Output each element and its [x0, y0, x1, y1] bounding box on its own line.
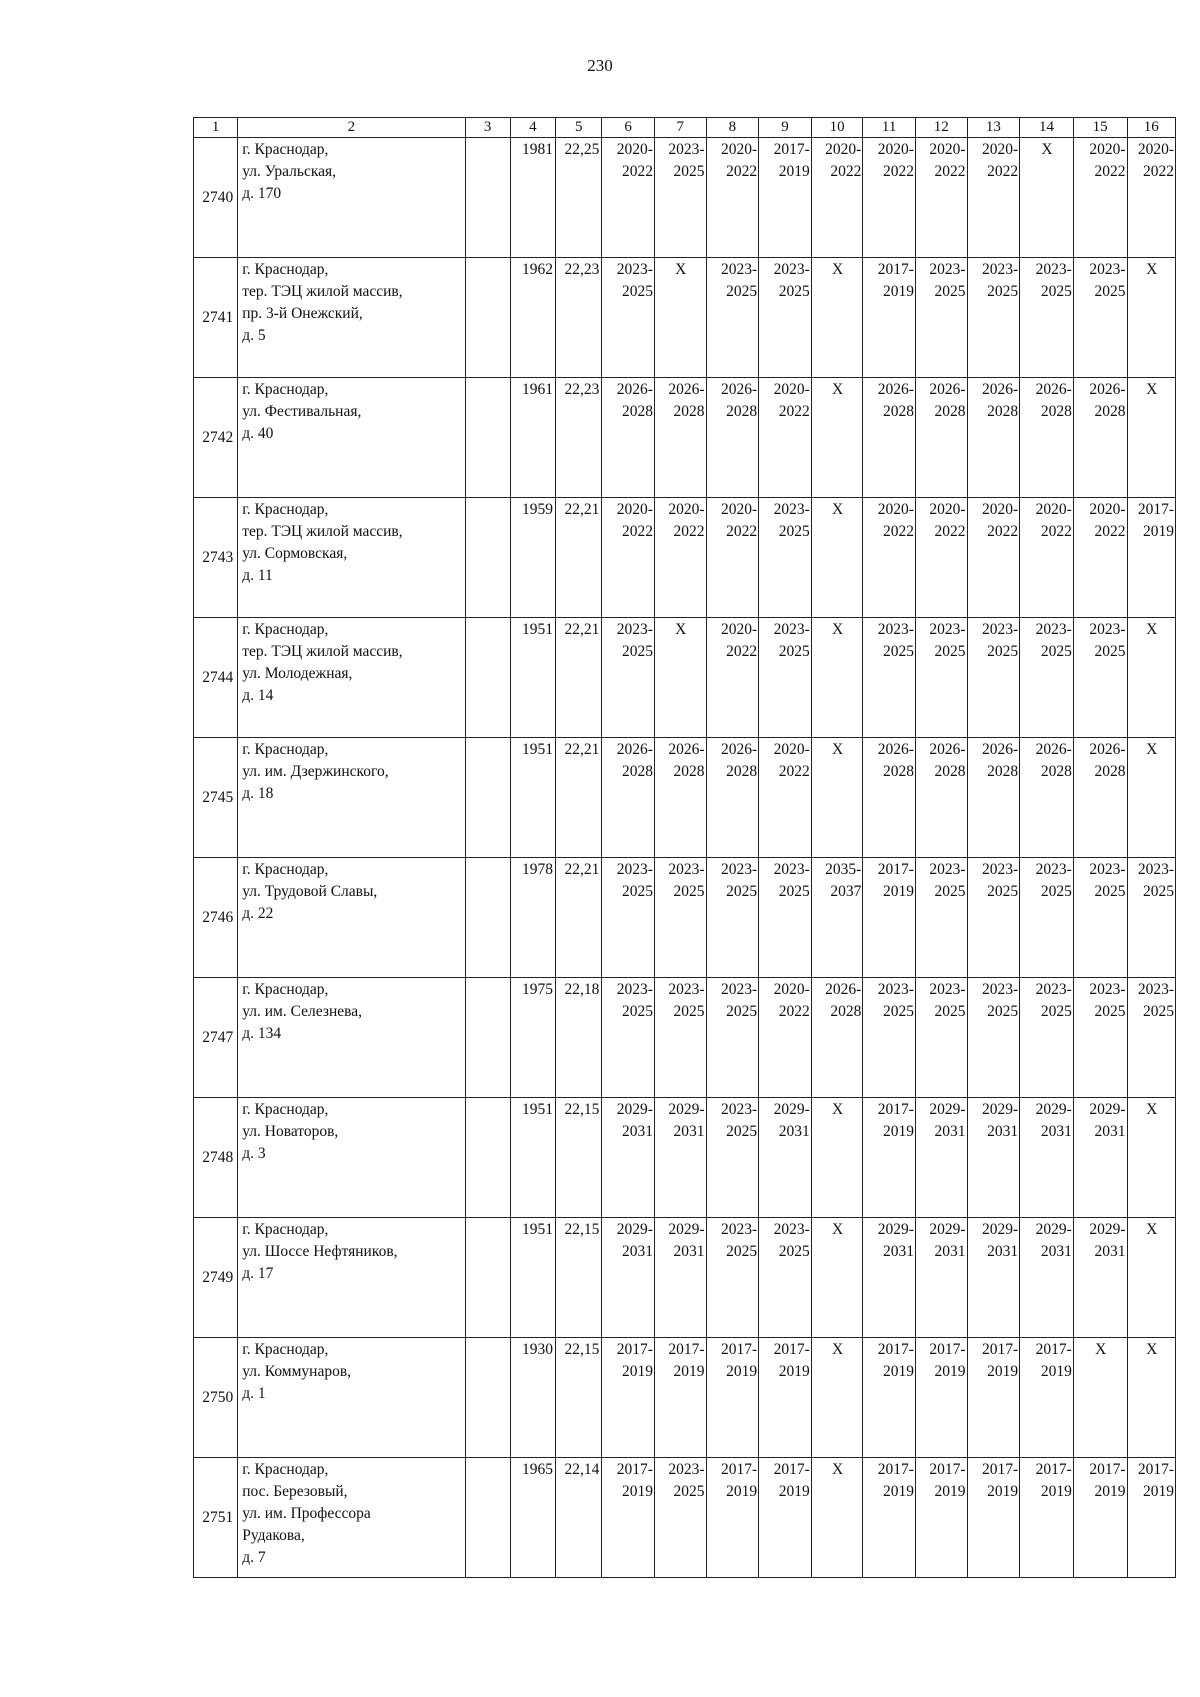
period-cell: 2020- 2022 [863, 138, 916, 258]
period-cell: 2023- 2025 [759, 618, 812, 738]
address-cell [238, 1458, 465, 1578]
row-number: 2742 [194, 378, 238, 498]
row-number: 2745 [194, 738, 238, 858]
address-line: ул. Уральская, [242, 163, 336, 180]
period-cell: X [811, 618, 863, 738]
period-cell: 2023- 2025 [863, 618, 916, 738]
address-line: ул. Сормовская, [242, 545, 348, 562]
period-cell: 2017- 2019 [759, 138, 812, 258]
period-cell: 2020- 2022 [706, 498, 759, 618]
page-number: 230 [587, 56, 613, 75]
period-cell: X [811, 258, 863, 378]
period-cell: 2017- 2019 [863, 858, 916, 978]
period-cell: 2020- 2022 [654, 498, 706, 618]
address-line: д. 11 [242, 567, 273, 584]
column-header: 12 [915, 118, 967, 138]
address-cell [238, 1338, 465, 1458]
period-cell: 2023- 2025 [1073, 978, 1127, 1098]
address-line: д. 18 [242, 785, 274, 802]
row-number: 2751 [194, 1458, 238, 1578]
column-header: 6 [602, 118, 655, 138]
address-line: г. Краснодар, [242, 1341, 329, 1358]
row-number: 2741 [194, 258, 238, 378]
address-line: г. Краснодар, [242, 501, 329, 518]
period-cell: 2026- 2028 [1020, 378, 1074, 498]
period-cell: 2017- 2019 [1020, 1458, 1074, 1578]
column-header: 5 [556, 118, 602, 138]
column-3-cell [465, 858, 510, 978]
value-cell: 22,18 [556, 978, 602, 1098]
period-cell: X [811, 1338, 863, 1458]
column-header: 11 [863, 118, 916, 138]
column-header: 3 [465, 118, 510, 138]
period-cell: 2020- 2022 [967, 498, 1020, 618]
address-line: д. 5 [242, 327, 266, 344]
period-cell: 2023- 2025 [706, 1218, 759, 1338]
address-cell [238, 378, 465, 498]
period-cell: 2020- 2022 [863, 498, 916, 618]
address-cell [238, 1098, 465, 1218]
period-cell: 2020- 2022 [706, 138, 759, 258]
period-cell: 2029- 2031 [1020, 1218, 1074, 1338]
column-3-cell [465, 138, 510, 258]
row-number: 2740 [194, 138, 238, 258]
address-cell [238, 1218, 465, 1338]
period-cell: X [811, 738, 863, 858]
value-cell: 22,15 [556, 1098, 602, 1218]
period-cell: 2023- 2025 [1020, 858, 1074, 978]
period-cell: 2029- 2031 [602, 1218, 655, 1338]
period-cell: 2017- 2019 [863, 1338, 916, 1458]
address-line: г. Краснодар, [242, 261, 329, 278]
period-cell: 2023- 2025 [863, 978, 916, 1098]
column-3-cell [465, 738, 510, 858]
period-cell: 2017- 2019 [602, 1458, 655, 1578]
address-line: тер. ТЭЦ жилой массив, [242, 523, 403, 540]
address-line: пос. Березовый, [242, 1483, 348, 1500]
period-cell: 2023- 2025 [759, 258, 812, 378]
year-cell: 1961 [510, 378, 555, 498]
year-cell: 1978 [510, 858, 555, 978]
address-line: г. Краснодар, [242, 1221, 329, 1238]
row-number: 2750 [194, 1338, 238, 1458]
table-row [194, 1458, 1176, 1578]
address-line: д. 40 [242, 425, 274, 442]
year-cell: 1930 [510, 1338, 555, 1458]
period-cell: 2020- 2022 [1020, 498, 1074, 618]
address-line: г. Краснодар, [242, 741, 329, 758]
address-line: пр. 3-й Онежский, [242, 305, 363, 322]
period-cell: 2023- 2025 [602, 258, 655, 378]
period-cell: 2026- 2028 [1020, 738, 1074, 858]
period-cell: 2023- 2025 [1127, 858, 1176, 978]
period-cell: 2017- 2019 [602, 1338, 655, 1458]
period-cell: 2023- 2025 [654, 858, 706, 978]
table-row [194, 978, 1176, 1098]
period-cell: X [1073, 1338, 1127, 1458]
table-body [194, 138, 1176, 1578]
column-header: 13 [967, 118, 1020, 138]
row-number: 2748 [194, 1098, 238, 1218]
period-cell: 2017- 2019 [1127, 1458, 1176, 1578]
period-cell: X [1127, 738, 1176, 858]
address-line: ул. им. Селезнева, [242, 1003, 362, 1020]
period-cell: 2023- 2025 [915, 858, 967, 978]
period-cell: 2023- 2025 [1073, 858, 1127, 978]
period-cell: 2023- 2025 [1020, 618, 1074, 738]
column-3-cell [465, 1338, 510, 1458]
address-line: д. 17 [242, 1265, 274, 1282]
table-row [194, 378, 1176, 498]
address-line: г. Краснодар, [242, 381, 329, 398]
period-cell: 2023- 2025 [706, 258, 759, 378]
row-number: 2743 [194, 498, 238, 618]
period-cell: X [1020, 138, 1074, 258]
table-row [194, 858, 1176, 978]
column-3-cell [465, 498, 510, 618]
period-cell: 2020- 2022 [811, 138, 863, 258]
address-cell [238, 738, 465, 858]
address-line: ул. им. Дзержинского, [242, 763, 389, 780]
period-cell: 2026- 2028 [967, 738, 1020, 858]
year-cell: 1951 [510, 1098, 555, 1218]
address-line: г. Краснодар, [242, 1101, 329, 1118]
year-cell: 1981 [510, 138, 555, 258]
column-header: 1 [194, 118, 238, 138]
value-cell: 22,15 [556, 1218, 602, 1338]
column-header: 10 [811, 118, 863, 138]
value-cell: 22,21 [556, 738, 602, 858]
column-header: 15 [1073, 118, 1127, 138]
table-row [194, 498, 1176, 618]
period-cell: 2023- 2025 [602, 618, 655, 738]
period-cell: 2023- 2025 [759, 1218, 812, 1338]
value-cell: 22,23 [556, 378, 602, 498]
row-number: 2747 [194, 978, 238, 1098]
column-header: 4 [510, 118, 555, 138]
period-cell: 2017- 2019 [863, 1458, 916, 1578]
period-cell: 2029- 2031 [863, 1218, 916, 1338]
address-line: ул. им. Профессора [242, 1505, 371, 1522]
year-cell: 1951 [510, 738, 555, 858]
period-cell: 2023- 2025 [1020, 258, 1074, 378]
period-cell: 2017- 2019 [863, 1098, 916, 1218]
column-header: 14 [1020, 118, 1074, 138]
period-cell: 2020- 2022 [759, 978, 812, 1098]
value-cell: 22,15 [556, 1338, 602, 1458]
address-line: д. 22 [242, 905, 274, 922]
address-line: г. Краснодар, [242, 861, 329, 878]
row-number: 2749 [194, 1218, 238, 1338]
table-row [194, 1098, 1176, 1218]
year-cell: 1951 [510, 618, 555, 738]
period-cell: X [811, 378, 863, 498]
period-cell: 2020- 2022 [1073, 498, 1127, 618]
year-cell: 1975 [510, 978, 555, 1098]
address-cell [238, 858, 465, 978]
table-row [194, 258, 1176, 378]
period-cell: X [1127, 1098, 1176, 1218]
period-cell: 2029- 2031 [654, 1098, 706, 1218]
period-cell: 2026- 2028 [811, 978, 863, 1098]
address-line: д. 7 [242, 1549, 266, 1566]
period-cell: 2023- 2025 [915, 978, 967, 1098]
period-cell: 2026- 2028 [1073, 738, 1127, 858]
address-line: ул. Шоссе Нефтяников, [242, 1243, 398, 1260]
period-cell: 2023- 2025 [915, 618, 967, 738]
period-cell: 2023- 2025 [967, 858, 1020, 978]
period-cell: 2026- 2028 [654, 738, 706, 858]
period-cell: X [1127, 1338, 1176, 1458]
period-cell: 2023- 2025 [967, 618, 1020, 738]
address-cell [238, 138, 465, 258]
table-row [194, 1338, 1176, 1458]
table-row [194, 138, 1176, 258]
period-cell: 2023- 2025 [1073, 618, 1127, 738]
column-header: 7 [654, 118, 706, 138]
period-cell: 2017- 2019 [915, 1338, 967, 1458]
period-cell: 2017- 2019 [759, 1338, 812, 1458]
year-cell: 1959 [510, 498, 555, 618]
value-cell: 22,14 [556, 1458, 602, 1578]
period-cell: X [1127, 1218, 1176, 1338]
period-cell: 2029- 2031 [1020, 1098, 1074, 1218]
period-cell: 2023- 2025 [915, 258, 967, 378]
column-3-cell [465, 1098, 510, 1218]
column-3-cell [465, 978, 510, 1098]
column-header: 9 [759, 118, 812, 138]
period-cell: 2029- 2031 [602, 1098, 655, 1218]
period-cell: 2023- 2025 [654, 138, 706, 258]
address-line: ул. Трудовой Славы, [242, 883, 378, 900]
period-cell: 2026- 2028 [602, 378, 655, 498]
year-cell: 1965 [510, 1458, 555, 1578]
address-line: г. Краснодар, [242, 1461, 329, 1478]
table-row [194, 738, 1176, 858]
period-cell: 2023- 2025 [654, 1458, 706, 1578]
address-line: д. 1 [242, 1385, 266, 1402]
address-line: ул. Фестивальная, [242, 403, 362, 420]
period-cell: 2017- 2019 [967, 1458, 1020, 1578]
period-cell: 2023- 2025 [1020, 978, 1074, 1098]
period-cell: X [811, 1098, 863, 1218]
address-line: д. 14 [242, 687, 274, 704]
period-cell: 2029- 2031 [967, 1218, 1020, 1338]
period-cell: 2023- 2025 [654, 978, 706, 1098]
period-cell: 2023- 2025 [706, 978, 759, 1098]
period-cell: 2023- 2025 [967, 978, 1020, 1098]
period-cell: 2020- 2022 [915, 138, 967, 258]
period-cell: 2017- 2019 [706, 1458, 759, 1578]
period-cell: 2017- 2019 [1020, 1338, 1074, 1458]
year-cell: 1962 [510, 258, 555, 378]
period-cell: 2023- 2025 [1127, 978, 1176, 1098]
value-cell: 22,25 [556, 138, 602, 258]
period-cell: 2023- 2025 [967, 258, 1020, 378]
address-line: г. Краснодар, [242, 141, 329, 158]
column-3-cell [465, 258, 510, 378]
table-row [194, 1218, 1176, 1338]
period-cell: 2023- 2025 [706, 1098, 759, 1218]
period-cell: 2029- 2031 [1073, 1218, 1127, 1338]
period-cell: 2029- 2031 [1073, 1098, 1127, 1218]
period-cell: 2017- 2019 [706, 1338, 759, 1458]
column-3-cell [465, 618, 510, 738]
period-cell: 2017- 2019 [1127, 498, 1176, 618]
period-cell: 2020- 2022 [759, 378, 812, 498]
year-cell: 1951 [510, 1218, 555, 1338]
housing-table [193, 117, 1176, 1578]
period-cell: X [811, 1218, 863, 1338]
value-cell: 22,21 [556, 498, 602, 618]
period-cell: 2017- 2019 [1073, 1458, 1127, 1578]
address-line: д. 134 [242, 1025, 282, 1042]
period-cell: 2023- 2025 [759, 858, 812, 978]
period-cell: X [1127, 378, 1176, 498]
period-cell: X [811, 1458, 863, 1578]
column-3-cell [465, 378, 510, 498]
period-cell: 2023- 2025 [706, 858, 759, 978]
period-cell: 2020- 2022 [602, 498, 655, 618]
period-cell: 2035- 2037 [811, 858, 863, 978]
value-cell: 22,23 [556, 258, 602, 378]
period-cell: 2026- 2028 [602, 738, 655, 858]
period-cell: 2026- 2028 [915, 378, 967, 498]
address-line: тер. ТЭЦ жилой массив, [242, 643, 403, 660]
address-line: тер. ТЭЦ жилой массив, [242, 283, 403, 300]
address-line: г. Краснодар, [242, 981, 329, 998]
column-header: 2 [238, 118, 465, 138]
address-line: ул. Новаторов, [242, 1123, 339, 1140]
address-cell [238, 258, 465, 378]
column-header: 16 [1127, 118, 1176, 138]
address-line: г. Краснодар, [242, 621, 329, 638]
period-cell: 2023- 2025 [759, 498, 812, 618]
period-cell: X [811, 498, 863, 618]
column-3-cell [465, 1458, 510, 1578]
period-cell: 2020- 2022 [915, 498, 967, 618]
period-cell: 2020- 2022 [706, 618, 759, 738]
period-cell: 2023- 2025 [602, 978, 655, 1098]
value-cell: 22,21 [556, 858, 602, 978]
period-cell: 2020- 2022 [1073, 138, 1127, 258]
address-cell [238, 978, 465, 1098]
column-3-cell [465, 1218, 510, 1338]
period-cell: 2026- 2028 [915, 738, 967, 858]
row-number: 2744 [194, 618, 238, 738]
period-cell: 2017- 2019 [967, 1338, 1020, 1458]
period-cell: 2017- 2019 [759, 1458, 812, 1578]
period-cell: 2029- 2031 [915, 1218, 967, 1338]
period-cell: 2026- 2028 [706, 378, 759, 498]
period-cell: 2026- 2028 [706, 738, 759, 858]
address-line: Рудакова, [242, 1527, 305, 1544]
period-cell: 2020- 2022 [602, 138, 655, 258]
period-cell: 2026- 2028 [863, 378, 916, 498]
period-cell: 2020- 2022 [1127, 138, 1176, 258]
period-cell: 2029- 2031 [967, 1098, 1020, 1218]
period-cell: 2029- 2031 [654, 1218, 706, 1338]
period-cell: 2026- 2028 [967, 378, 1020, 498]
period-cell: 2026- 2028 [1073, 378, 1127, 498]
period-cell: X [1127, 258, 1176, 378]
address-line: ул. Коммунаров, [242, 1363, 352, 1380]
period-cell: X [1127, 618, 1176, 738]
period-cell: X [654, 258, 706, 378]
address-cell [238, 498, 465, 618]
period-cell: 2023- 2025 [602, 858, 655, 978]
table-row [194, 618, 1176, 738]
column-header: 8 [706, 118, 759, 138]
period-cell: 2020- 2022 [967, 138, 1020, 258]
period-cell: 2029- 2031 [915, 1098, 967, 1218]
row-number: 2746 [194, 858, 238, 978]
address-cell [238, 618, 465, 738]
value-cell: 22,21 [556, 618, 602, 738]
period-cell: 2017- 2019 [863, 258, 916, 378]
address-line: д. 3 [242, 1145, 266, 1162]
period-cell: 2026- 2028 [654, 378, 706, 498]
period-cell: X [654, 618, 706, 738]
period-cell: 2026- 2028 [863, 738, 916, 858]
period-cell: 2029- 2031 [759, 1098, 812, 1218]
address-line: ул. Молодежная, [242, 665, 353, 682]
period-cell: 2017- 2019 [654, 1338, 706, 1458]
header-row [194, 118, 1176, 138]
period-cell: 2017- 2019 [915, 1458, 967, 1578]
address-line: д. 170 [242, 185, 282, 202]
period-cell: 2023- 2025 [1073, 258, 1127, 378]
period-cell: 2020- 2022 [759, 738, 812, 858]
